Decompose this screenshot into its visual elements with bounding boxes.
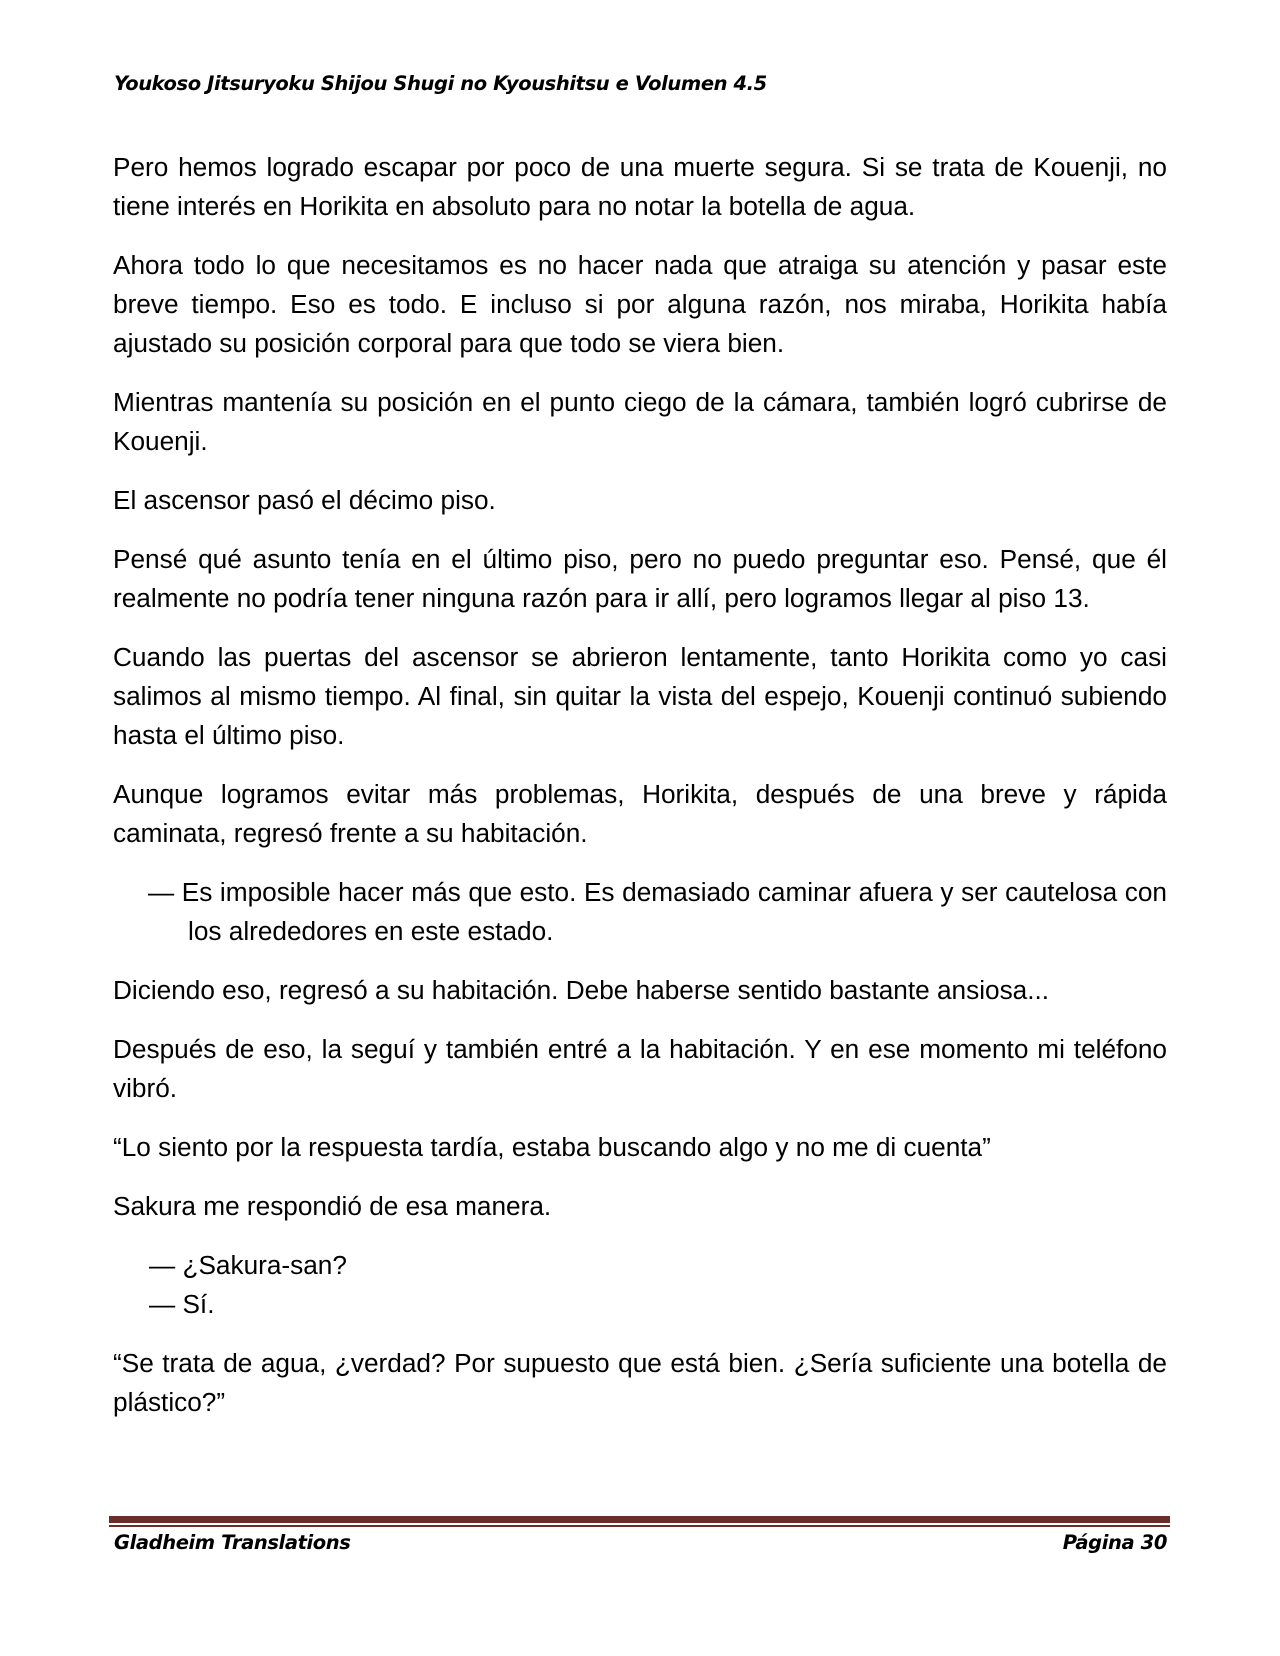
dialogue-line: — Sí. [149, 1289, 215, 1319]
footer-rule-thick [109, 1516, 1170, 1523]
paragraph: Después de eso, la seguí y también entré a la habitación. Y en ese momento mi teléfono vibró. [113, 1034, 1167, 1103]
running-header-title: Youkoso Jitsuryoku Shijou Shugi no Kyoushitsu e Volumen 4.5 [114, 72, 767, 95]
paragraph: Diciendo eso, regresó a su habitación. Debe haberse sentido bastante ansiosa... [113, 975, 1050, 1005]
dialogue-line: — Es imposible hacer más que esto. Es demasiado caminar afuera y ser cautelosa con los alrededores en este estado. [148, 877, 1167, 946]
paragraph: Sakura me respondió de esa manera. [113, 1191, 552, 1221]
dialogue-exchange [113, 1246, 1167, 1324]
paragraph: El ascensor pasó el décimo piso. [113, 485, 496, 515]
paragraph: Ahora todo lo que necesitamos es no hacer nada que atraiga su atención y pasar este breve tiempo. Eso es todo. E incluso si por alguna razón, nos miraba, Horikita había ajustado su posición corporal para que todo se viera bien. [113, 250, 1167, 358]
paragraph: Cuando las puertas del ascensor se abrieron lentamente, tanto Horikita como yo casi salimos al mismo tiempo. Al final, sin quitar la vista del espejo, Kouenji continuó subiendo hasta el último piso. [113, 642, 1167, 750]
paragraph: “Lo siento por la respuesta tardía, estaba buscando algo y no me di cuenta” [113, 1132, 991, 1162]
paragraph: Pero hemos logrado escapar por poco de una muerte segura. Si se trata de Kouenji, no tiene interés en Horikita en absoluto para no notar la botella de agua. [113, 152, 1167, 221]
paragraph: “Se trata de agua, ¿verdad? Por supuesto que está bien. ¿Sería suficiente una botella de plástico?” [113, 1348, 1167, 1417]
paragraph: Aunque logramos evitar más problemas, Horikita, después de una breve y rápida caminata, regresó frente a su habitación. [113, 779, 1167, 848]
footer-rule-thin [109, 1525, 1170, 1527]
paragraph: Mientras mantenía su posición en el punto ciego de la cámara, también logró cubrirse de Kouenji. [113, 387, 1167, 456]
footer-page-number: Página 30 [1062, 1531, 1167, 1554]
paragraph: Pensé qué asunto tenía en el último piso, pero no puedo preguntar eso. Pensé, que él realmente no podría tener ninguna razón para ir allí, pero logramos llegar al piso 13. [113, 544, 1167, 613]
footer-translator-credit: Gladheim Translations [114, 1531, 351, 1554]
dialogue-line: — ¿Sakura-san? [149, 1250, 347, 1280]
page-body [113, 148, 1167, 1442]
